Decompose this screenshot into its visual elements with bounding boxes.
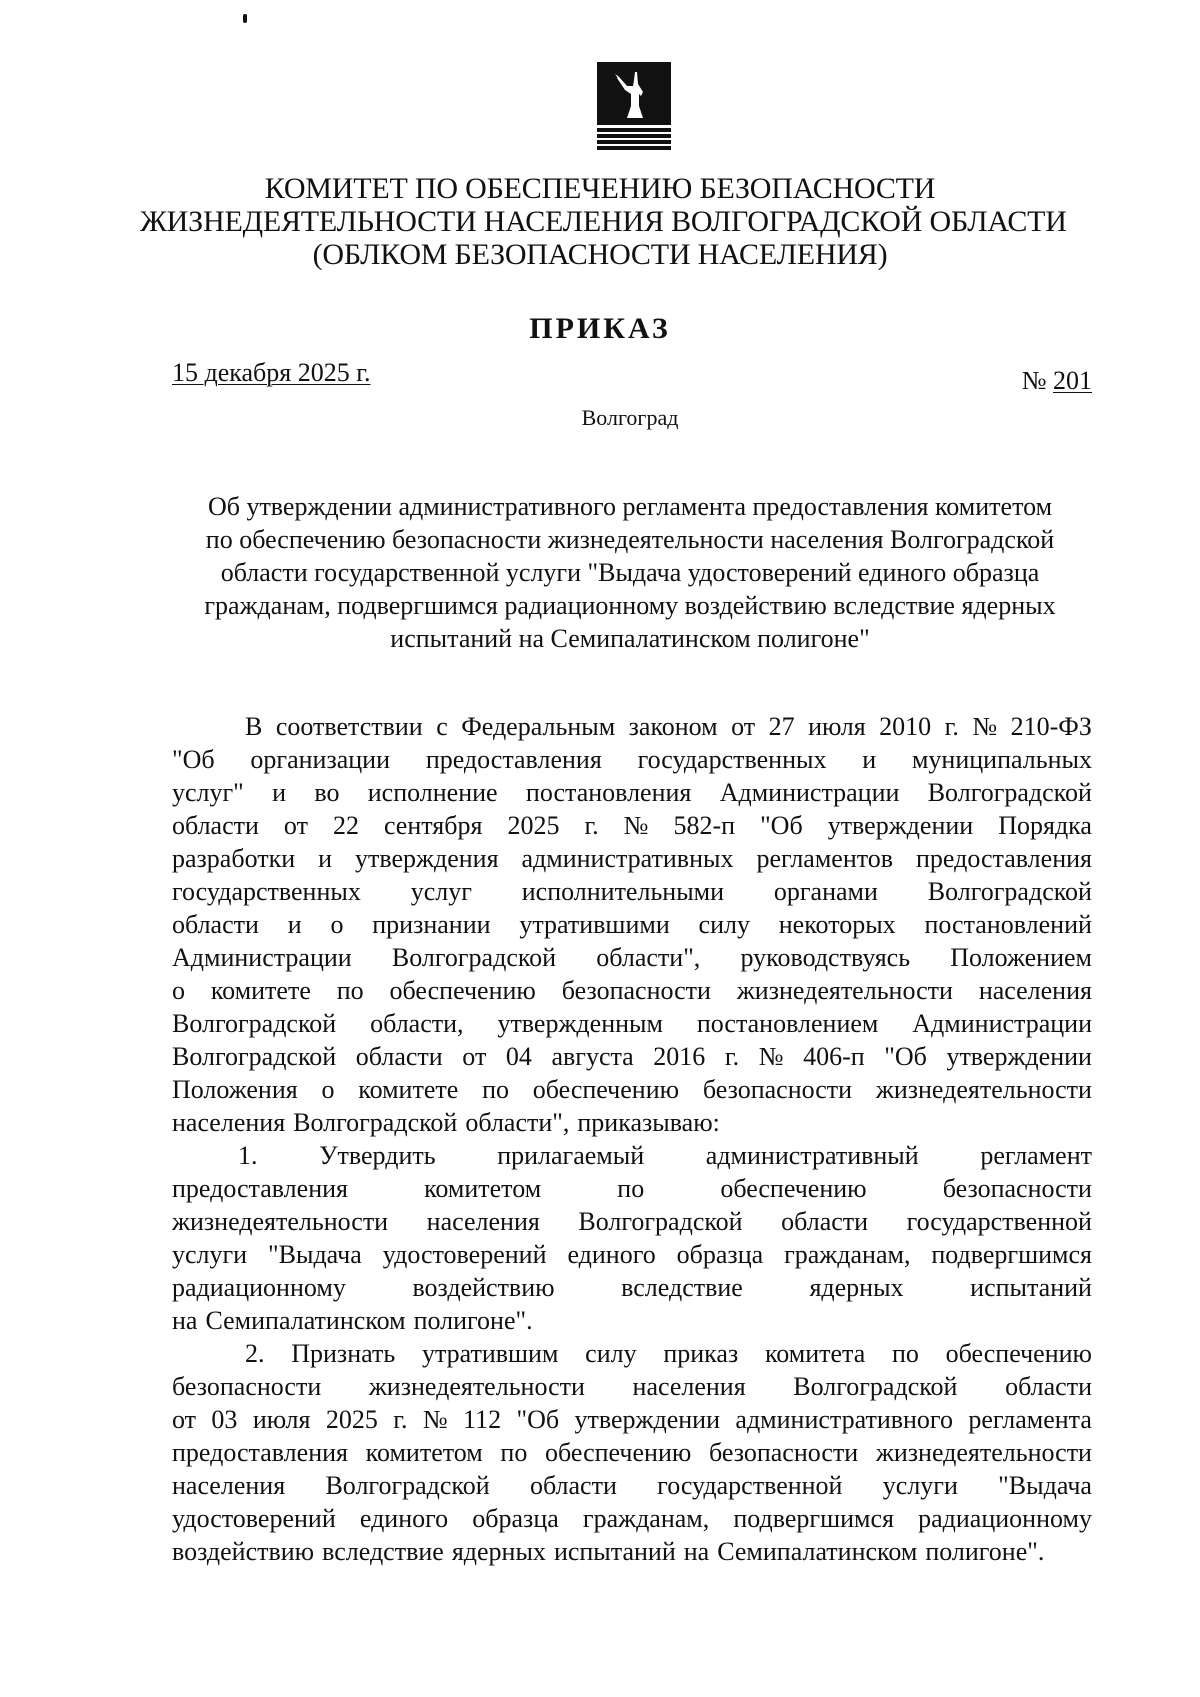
- body-line: услуги "Выдача удостоверений единого образца гражданам, подвергшимся: [172, 1240, 1092, 1269]
- body-line: предоставления комитетом по обеспечению безопасности жизнедеятельности: [172, 1438, 1092, 1467]
- body-line: Волгоградской области, утвержденным постановлением Администрации: [172, 1009, 1092, 1038]
- body-line: от 03 июля 2025 г. № 112 "Об утверждении административного регламента: [172, 1405, 1092, 1434]
- order-number: [1022, 366, 1092, 396]
- body-line: населения Волгоградской области", приказываю:: [172, 1108, 720, 1137]
- body-line: 2. Признать утратившим силу приказ комитета по обеспечению: [245, 1339, 1092, 1368]
- body-line: услуг" и во исполнение постановления Администрации Волгоградской: [172, 778, 1092, 807]
- agency-line: ЖИЗНЕДЕЯТЕЛЬНОСТИ НАСЕЛЕНИЯ ВОЛГОГРАДСКОЙ ОБЛАСТИ: [140, 205, 1067, 238]
- body-line: Администрации Волгоградской области", руководствуясь Положением: [172, 943, 1092, 972]
- subject-line: испытаний на Семипалатинском полигоне": [390, 624, 870, 653]
- body-line: 1. Утвердить прилагаемый административный регламент: [238, 1141, 1092, 1170]
- subject-line: области государственной услуги "Выдача удостоверений единого образца: [220, 558, 1040, 587]
- body-line: о комитете по обеспечению безопасности жизнедеятельности населения: [172, 976, 1092, 1005]
- body-line: "Об организации предоставления государственных и муниципальных: [172, 745, 1092, 774]
- body-line: на Семипалатинском полигоне".: [172, 1306, 533, 1335]
- agency-name: [140, 172, 1067, 271]
- order-number-value: 201: [1053, 366, 1092, 395]
- body-line: Волгоградской области от 04 августа 2016 г. № 406-п "Об утверждении: [172, 1042, 1092, 1071]
- body-line: разработки и утверждения административных регламентов предоставления: [172, 844, 1092, 873]
- body-line: области и о признании утратившими силу некоторых постановлений: [172, 910, 1092, 939]
- document-type-title: ПРИКАЗ: [529, 312, 671, 345]
- body-line: В соответствии с Федеральным законом от 27 июля 2010 г. № 210-ФЗ: [245, 712, 1092, 741]
- body-line: удостоверений единого образца гражданам, подвергшимся радиационному: [172, 1504, 1092, 1533]
- order-number-prefix: №: [1021, 366, 1047, 395]
- body-line: жизнедеятельности населения Волгоградской области государственной: [172, 1207, 1092, 1236]
- body-line: радиационному воздействию вследствие ядерных испытаний: [172, 1273, 1092, 1302]
- body-line: населения Волгоградской области государственной услуги "Выдача: [172, 1471, 1092, 1500]
- body-line: Положения о комитете по обеспечению безопасности жизнедеятельности: [172, 1075, 1092, 1104]
- body-line: государственных услуг исполнительными органами Волгоградской: [172, 877, 1092, 906]
- body-line: безопасности жизнедеятельности населения Волгоградской области: [172, 1372, 1092, 1401]
- volgograd-coat-of-arms-icon: [597, 62, 671, 150]
- agency-line: (ОБЛКОМ БЕЗОПАСНОСТИ НАСЕЛЕНИЯ): [312, 238, 888, 271]
- subject-line: Об утверждении административного регламента предоставления комитетом: [207, 492, 1053, 521]
- order-city: Волгоград: [581, 405, 679, 430]
- body-line: воздействию вследствие ядерных испытаний на Семипалатинском полигоне".: [172, 1537, 1045, 1566]
- order-subject: [160, 490, 1100, 655]
- order-body: [172, 710, 1092, 1568]
- scan-speck: [243, 14, 247, 23]
- agency-line: КОМИТЕТ ПО ОБЕСПЕЧЕНИЮ БЕЗОПАСНОСТИ: [264, 172, 936, 205]
- body-line: области от 22 сентября 2025 г. № 582-п "Об утверждении Порядка: [172, 811, 1092, 840]
- subject-line: гражданам, подвергшимся радиационному воздействию вследствие ядерных: [204, 591, 1056, 620]
- order-date: 15 декабря 2025 г.: [172, 358, 371, 387]
- subject-line: по обеспечению безопасности жизнедеятельности населения Волгоградской: [205, 525, 1055, 554]
- body-line: предоставления комитетом по обеспечению безопасности: [172, 1174, 1092, 1203]
